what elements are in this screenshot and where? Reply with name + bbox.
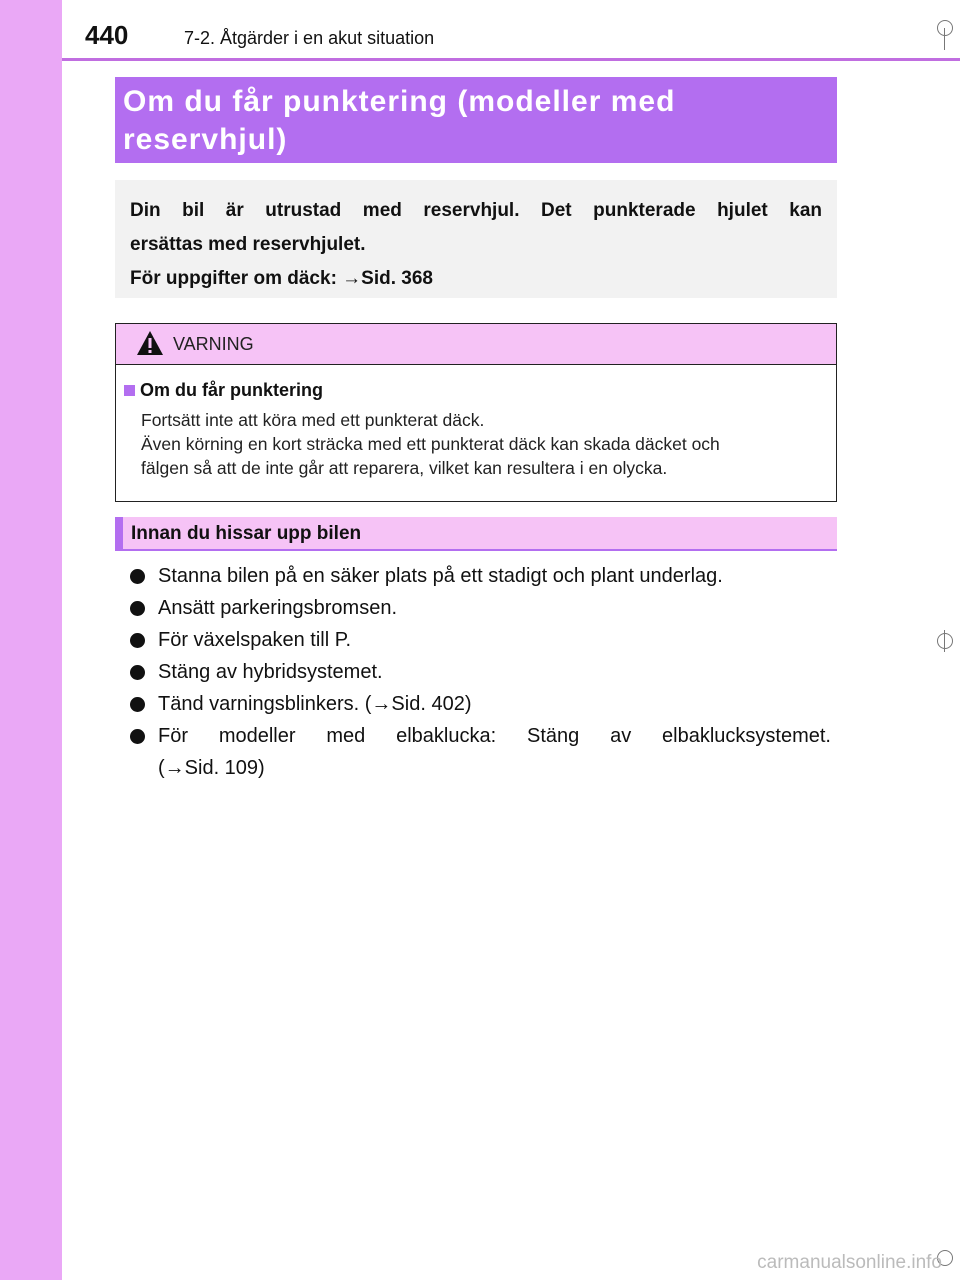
page-number: 440 (85, 20, 129, 50)
warning-subheading-text: Om du får punktering (140, 380, 324, 400)
list-item-text-continued: (→Sid. 109) (158, 757, 265, 779)
bullet-dot-icon (130, 569, 145, 584)
bullet-dot-icon (130, 601, 145, 616)
list-item (128, 720, 831, 784)
list-item-text: Tänd varningsblinkers. (→Sid. 402) (158, 693, 472, 715)
intro-box (115, 180, 837, 298)
chapter-title: 7-2. Åtgärder i en akut situation (184, 28, 435, 48)
warning-body (141, 408, 831, 480)
bullet-dot-icon (130, 665, 145, 680)
section-header (115, 517, 837, 551)
list-item-text: Stäng av hybridsystemet. (158, 661, 383, 683)
square-bullet-icon (124, 385, 135, 396)
page-title-line-2: reservhjul) (123, 123, 288, 156)
bullet-dot-icon (130, 633, 145, 648)
warning-box (115, 323, 837, 502)
list-item-text: För växelspaken till P. (158, 629, 352, 651)
list-item (128, 624, 831, 656)
warning-subheading (124, 380, 323, 401)
side-tab (0, 0, 62, 1280)
title-banner (115, 77, 837, 163)
page-title-line-1: Om du får punktering (modeller med (123, 85, 676, 118)
registration-mark (937, 633, 953, 649)
bullet-list (128, 560, 831, 784)
list-item-text: För modeller med elbaklucka: Stäng av elbaklucksystemet. (158, 725, 831, 747)
list-item (128, 688, 831, 720)
intro-reference: För uppgifter om däck: →Sid. 368 (130, 268, 433, 289)
intro-line-1: Din bil är utrustad med reservhjul. Det punkterade hjulet kan (130, 200, 822, 221)
page-header (62, 0, 960, 62)
warning-label: VARNING (173, 334, 254, 354)
watermark: carmanualsonline.info (757, 1252, 942, 1273)
list-item (128, 560, 831, 592)
warning-triangle-icon (136, 330, 164, 356)
list-item-text: Ansätt parkeringsbromsen. (158, 597, 398, 619)
section-title: Innan du hissar upp bilen (131, 523, 362, 544)
list-item (128, 592, 831, 624)
header-rule (62, 58, 960, 61)
intro-line-2: ersättas med reservhjulet. (130, 234, 366, 255)
warning-line: Fortsätt inte att köra med ett punkterat däck. (141, 410, 485, 430)
list-item-text: Stanna bilen på en säker plats på ett stadigt och plant underlag. (158, 565, 723, 587)
bullet-dot-icon (130, 729, 145, 744)
section-accent-bar (115, 517, 123, 551)
warning-line: fälgen så att de inte går att reparera, vilket kan resultera i en olycka. (141, 458, 668, 478)
warning-line: Även körning en kort sträcka med ett punkterat däck kan skada däcket och (141, 434, 720, 454)
list-item (128, 656, 831, 688)
warning-header (116, 324, 836, 365)
bullet-dot-icon (130, 697, 145, 712)
